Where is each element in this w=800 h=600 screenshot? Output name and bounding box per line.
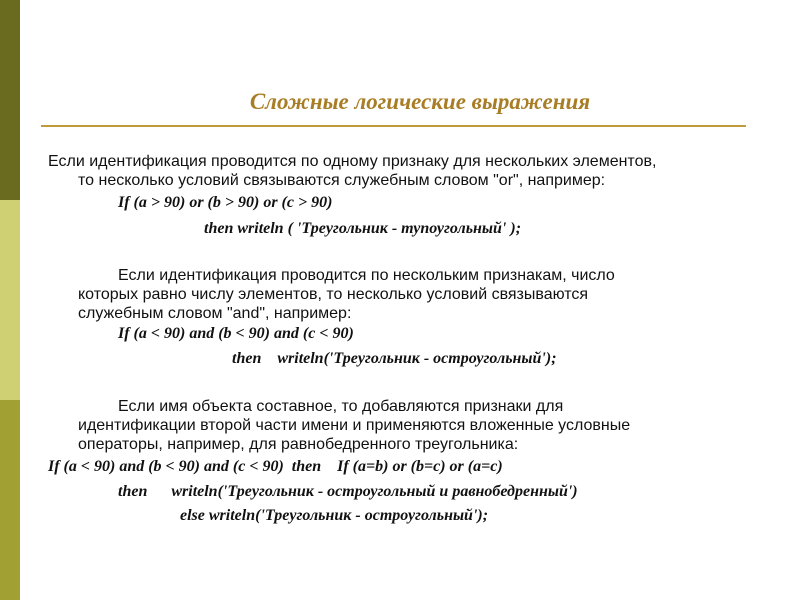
code-line: else writeln('Треугольник - остроугольный');	[180, 507, 489, 524]
text-line: которых равно числу элементов, то несколько условий связываются	[78, 286, 589, 303]
text-line: Если идентификация проводится по нескольким признакам, число	[118, 267, 615, 284]
title-underline	[41, 125, 746, 127]
text-line: Если идентификация проводится по одному признаку для нескольких элементов,	[48, 153, 657, 170]
text-line: идентификации второй части имени и применяются вложенные условные	[78, 417, 631, 434]
code-line: then writeln('Треугольник - остроугольный');	[232, 350, 557, 367]
code-line: then writeln ( 'Треугольник - тупоугольный' );	[204, 220, 522, 237]
text-line: операторы, например, для равнобедренного треугольника:	[78, 436, 519, 453]
code-line: If (a < 90) and (b < 90) and (c < 90) then If (a=b) or (b=c) or (a=c)	[48, 458, 503, 475]
code-line: then writeln('Треугольник - остроугольный и равнобедренный')	[118, 483, 578, 500]
sidebar-block-dark	[0, 0, 20, 200]
sidebar-block-light	[0, 200, 20, 400]
decorative-sidebar	[0, 0, 20, 600]
code-line: If (a > 90) or (b > 90) or (c > 90)	[118, 194, 333, 211]
code-line: If (a < 90) and (b < 90) and (c < 90)	[118, 325, 354, 342]
text-line: то несколько условий связываются служебным словом "or", например:	[78, 172, 606, 189]
slide-title: Сложные логические выражения	[249, 89, 591, 114]
sidebar-block-mid	[0, 400, 20, 600]
text-line: служебным словом "and", например:	[78, 305, 352, 322]
text-line: Если имя объекта составное, то добавляются признаки для	[118, 398, 564, 415]
